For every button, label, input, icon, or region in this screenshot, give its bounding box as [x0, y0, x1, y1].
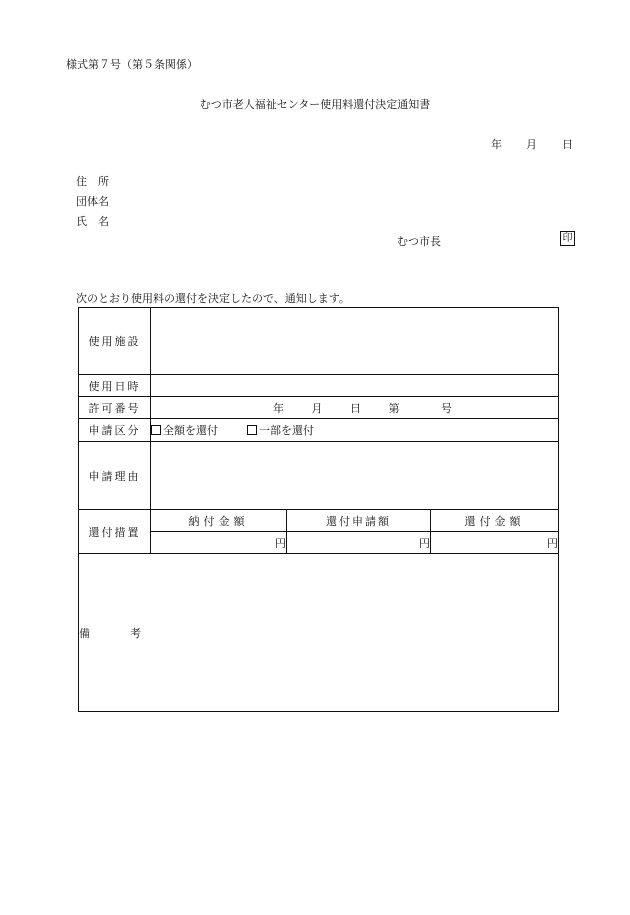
permit-number-value[interactable]: [151, 397, 559, 419]
seal-mark: 印: [560, 231, 575, 246]
refund-form-table: [78, 307, 559, 712]
requested-amount-value[interactable]: 円: [287, 532, 431, 554]
form-number: 様式第７号（第５条関係）: [66, 58, 198, 71]
permit-month: 月: [311, 401, 323, 415]
permit-row: [79, 397, 559, 419]
permit-year: 年: [273, 401, 284, 415]
permit-day: 日: [350, 401, 361, 415]
full-refund-label: 全額を還付: [163, 424, 218, 437]
paid-amount-header: 納付金額: [151, 510, 287, 532]
remarks-row: [79, 554, 559, 712]
permit-dai: 第: [388, 401, 400, 415]
facility-value[interactable]: [151, 308, 559, 375]
category-row: [79, 419, 559, 442]
permit-number-label: 許可番号: [79, 397, 151, 419]
full-refund-checkbox[interactable]: [151, 425, 161, 435]
refund-header-row: [79, 510, 559, 532]
mayor-label: むつ市長: [397, 235, 441, 248]
datetime-value[interactable]: [151, 375, 559, 397]
refund-amount-header: 還付金額: [431, 510, 559, 532]
datetime-label: 使用日時: [79, 375, 151, 397]
remarks-cell[interactable]: [79, 554, 559, 712]
permit-go: 号: [441, 401, 452, 415]
partial-refund-label: 一部を還付: [259, 424, 314, 437]
facility-row: [79, 308, 559, 375]
person-name-label: 氏 名: [76, 215, 109, 228]
datetime-row: [79, 375, 559, 397]
date-month-label: 月: [526, 138, 537, 151]
group-name-label: 団体名: [76, 195, 109, 208]
reason-row: [79, 442, 559, 510]
reason-label: 申請理由: [79, 442, 151, 510]
intro-text: 次のとおり使用料の還付を決定したので、通知します。: [76, 292, 350, 305]
refund-amount-value[interactable]: 円: [431, 532, 559, 554]
category-options: [151, 419, 559, 442]
date-day-label: 日: [562, 138, 573, 151]
document-title: むつ市老人福祉センター使用料還付決定通知書: [199, 98, 431, 111]
facility-label: 使用施設: [79, 308, 151, 375]
category-label: 申請区分: [79, 419, 151, 442]
date-year-label: 年: [491, 138, 502, 151]
address-label: 住 所: [76, 175, 109, 188]
refund-amount-row: [79, 532, 559, 554]
requested-amount-header: 還付申請額: [287, 510, 431, 532]
partial-refund-checkbox[interactable]: [247, 425, 257, 435]
remarks-label: 備 考: [79, 626, 147, 640]
refund-measure-label: 還付措置: [79, 510, 151, 554]
paid-amount-value[interactable]: 円: [151, 532, 287, 554]
reason-value[interactable]: [151, 442, 559, 510]
